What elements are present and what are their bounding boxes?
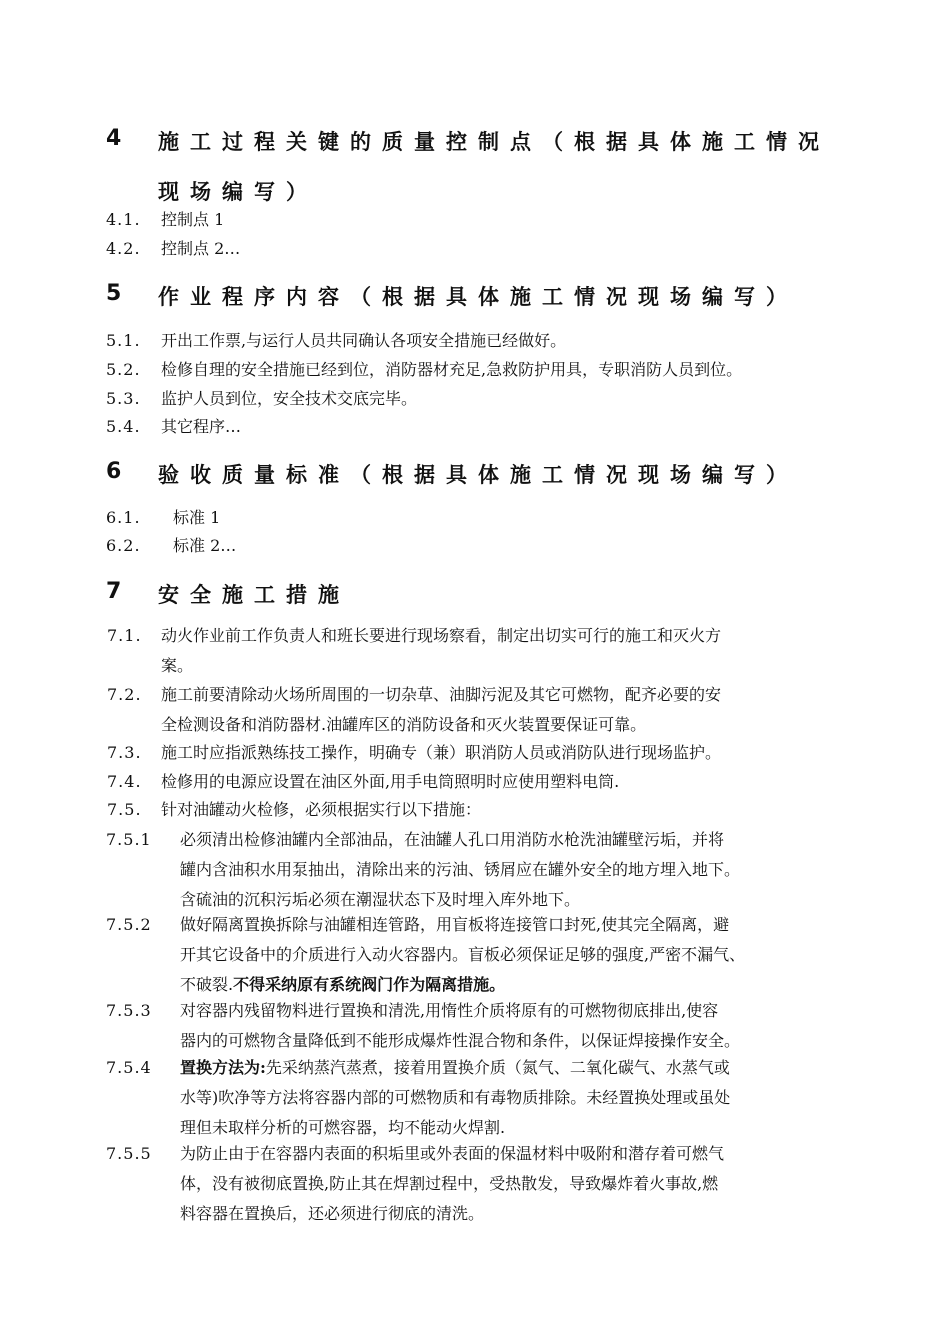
item-text-bold: 置换方法为: xyxy=(180,1058,266,1077)
item-line: 料容器在置换后，还必须进行彻底的清洗。 xyxy=(180,1204,485,1223)
item-line: 对容器内残留物料进行置换和清洗,用惰性介质将原有的可燃物彻底排出,使容 xyxy=(180,1001,719,1020)
list-item xyxy=(107,621,722,681)
item-number: 5.2. xyxy=(106,360,141,379)
item-text-bold: 不得采纳原有系统阀门作为隔离措施。 xyxy=(233,975,506,994)
item-line: 针对油罐动火检修，必须根据实行以下措施： xyxy=(161,800,482,819)
item-number: 7.4. xyxy=(107,772,142,791)
item-text: 检修自理的安全措施已经到位，消防器材充足,急救防护用具，专职消防人员到位。 xyxy=(161,360,743,379)
section-title: 施工过程关键的质量控制点（根据具体施工情况 xyxy=(158,130,830,154)
item-number: 7.5.4 xyxy=(106,1058,152,1077)
section-number: 7 xyxy=(106,579,122,604)
item-line: 为防止由于在容器内表面的积垢里或外表面的保温材料中吸附和潜存着可燃气 xyxy=(180,1144,725,1163)
item-line: 体，没有被彻底置换,防止其在焊割过程中，受热散发，导致爆炸着火事故,燃 xyxy=(180,1174,719,1193)
item-number: 6.1. xyxy=(106,508,141,527)
item-line: 理但未取样分析的可燃容器，均不能动火焊割. xyxy=(180,1118,506,1137)
list-item xyxy=(106,1053,731,1143)
item-line: 检修用的电源应设置在油区外面,用手电筒照明时应使用塑料电筒. xyxy=(161,772,620,791)
list-item xyxy=(107,680,722,740)
item-number: 7.5. xyxy=(107,800,142,819)
item-number: 7.5.5 xyxy=(106,1144,152,1163)
section-number: 4 xyxy=(106,126,122,151)
item-number: 4.2. xyxy=(106,239,141,258)
item-line xyxy=(180,1053,730,1083)
item-line: 做好隔离置换拆除与油罐相连管路，用盲板将连接管口封死,使其完全隔离，避 xyxy=(180,915,730,934)
list-item xyxy=(106,1139,725,1229)
item-number: 5.4. xyxy=(106,417,141,436)
item-number: 5.3. xyxy=(106,389,141,408)
section-number: 5 xyxy=(106,281,122,306)
item-line: 全检测设备和消防器材.油罐库区的消防设备和灭火装置要保证可靠。 xyxy=(161,715,647,734)
item-line: 动火作业前工作负责人和班长要进行现场察看，制定出切实可行的施工和灭火方 xyxy=(161,626,722,645)
item-line: 水等)吹净等方法将容器内部的可燃物质和有毒物质排除。未经置换处理或虽处 xyxy=(180,1088,731,1107)
item-number: 7.5.1 xyxy=(106,830,152,849)
item-text: 其它程序… xyxy=(161,417,242,436)
section-number: 6 xyxy=(106,459,122,484)
list-item xyxy=(107,767,620,797)
item-number: 7.2. xyxy=(107,685,142,704)
item-text-plain: 先采纳蒸汽蒸煮，接着用置换介质（氮气、二氧化碳气、水蒸气或 xyxy=(265,1058,730,1077)
item-line: 施工前要清除动火场所周围的一切杂草、油脚污泥及其它可燃物，配齐必要的安 xyxy=(161,685,722,704)
item-text-plain: 不破裂. xyxy=(180,975,234,994)
list-item xyxy=(106,910,746,1000)
item-number: 4.1. xyxy=(106,210,141,229)
item-line: 器内的可燃物含量降低到不能形成爆炸性混合物和条件，以保证焊接操作安全。 xyxy=(180,1031,741,1050)
item-text: 控制点 1 xyxy=(161,210,225,229)
item-number: 5.1. xyxy=(106,331,141,350)
item-number: 7.3. xyxy=(107,743,142,762)
item-number: 6.2. xyxy=(106,536,141,555)
item-number: 7.5.3 xyxy=(106,1001,152,1020)
item-text: 控制点 2… xyxy=(161,239,241,258)
item-text: 标准 2… xyxy=(173,536,237,555)
item-line: 罐内含油积水用泵抽出，清除出来的污油、锈屑应在罐外安全的地方埋入地下。 xyxy=(180,860,741,879)
item-number: 7.1. xyxy=(107,626,142,645)
list-item xyxy=(106,996,741,1056)
item-text: 开出工作票,与运行人员共同确认各项安全措施已经做好。 xyxy=(161,331,567,350)
list-item xyxy=(107,795,482,825)
section-title: 安全施工措施 xyxy=(158,583,350,607)
section-title-continued: 现场编写） xyxy=(158,180,318,204)
section-title: 作业程序内容（根据具体施工情况现场编写） xyxy=(158,285,798,309)
list-item xyxy=(106,825,741,915)
item-line: 施工时应指派熟练技工操作，明确专（兼）职消防人员或消防队进行现场监护。 xyxy=(161,743,722,762)
list-item xyxy=(107,738,722,768)
item-line: 必须清出检修油罐内全部油品，在油罐人孔口用消防水枪洗油罐壁污垢，并将 xyxy=(180,830,725,849)
item-text: 监护人员到位，安全技术交底完毕。 xyxy=(161,389,418,408)
item-text: 标准 1 xyxy=(173,508,221,527)
item-line: 含硫油的沉积污垢必须在潮湿状态下及时埋入库外地下。 xyxy=(180,890,581,909)
section-title: 验收质量标准（根据具体施工情况现场编写） xyxy=(158,463,798,487)
item-line: 案。 xyxy=(161,656,194,675)
item-number: 7.5.2 xyxy=(106,915,152,934)
item-line: 开其它设备中的介质进行入动火容器内。盲板必须保证足够的强度,严密不漏气、 xyxy=(180,945,746,964)
